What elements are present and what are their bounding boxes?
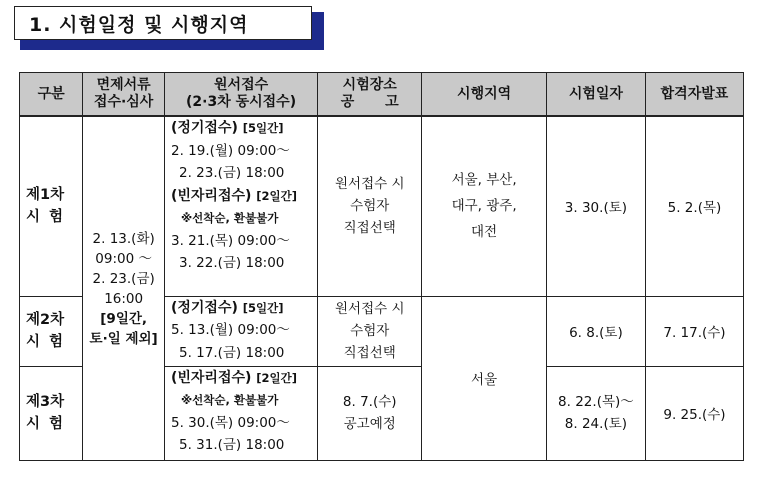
round-3-result-date: 9. 25.(수)	[645, 366, 743, 460]
round-2-result-date: 7. 17.(수)	[645, 296, 743, 366]
table-header-row	[20, 73, 744, 117]
section-title-box	[14, 6, 312, 40]
round-2-venue: 원서접수 시 수험자 직접선택	[318, 296, 422, 366]
round-3-exam-date: 8. 22.(목)～ 8. 24.(토)	[546, 366, 645, 460]
round-3-venue: 8. 7.(수) 공고예정	[318, 366, 422, 460]
exempt-docs-period: 2. 13.(화) 09:00 ～ 2. 23.(금) 16:00 [9일간, 토·일 제외]	[83, 116, 165, 460]
exam-schedule-table	[19, 72, 744, 461]
round-1-venue: 원서접수 시 수험자 직접선택	[318, 116, 422, 296]
round-1-label: 제1차 시 험	[20, 116, 83, 296]
header-category: 구분	[20, 73, 83, 117]
header-application: 원서접수 (2·3차 동시접수)	[164, 73, 317, 117]
round-1-exam-date: 3. 30.(토)	[546, 116, 645, 296]
section-title-text: 1. 시험일정 및 시행지역	[29, 13, 249, 36]
header-exempt-docs: 면제서류 접수·심사	[83, 73, 165, 117]
round-1-application: (정기접수) [5일간] 2. 19.(월) 09:00～ 2. 23.(금) 18:00 (빈자리접수) [2일간] ※선착순, 환불불가 3. 21.(목) 09:00～ 3. 22.(금) 18:00	[164, 116, 317, 296]
round-3-application: (빈자리접수) [2일간] ※선착순, 환불불가 5. 30.(목) 09:00～ 5. 31.(금) 18:00	[164, 366, 317, 460]
round-2-application: (정기접수) [5일간] 5. 13.(월) 09:00～ 5. 17.(금) 18:00	[164, 296, 317, 366]
header-exam-date: 시험일자	[546, 73, 645, 117]
header-venue-notice: 시험장소 공 고	[318, 73, 422, 117]
round-1-region: 서울, 부산, 대구, 광주, 대전	[422, 116, 547, 296]
header-region: 시행지역	[422, 73, 547, 117]
table-row	[20, 116, 744, 296]
round-2-3-region: 서울	[422, 296, 547, 460]
header-result: 합격자발표	[645, 73, 743, 117]
round-3-label: 제3차 시 험	[20, 366, 83, 460]
section-title	[14, 6, 322, 48]
round-2-label: 제2차 시 험	[20, 296, 83, 366]
round-2-exam-date: 6. 8.(토)	[546, 296, 645, 366]
round-1-result-date: 5. 2.(목)	[645, 116, 743, 296]
